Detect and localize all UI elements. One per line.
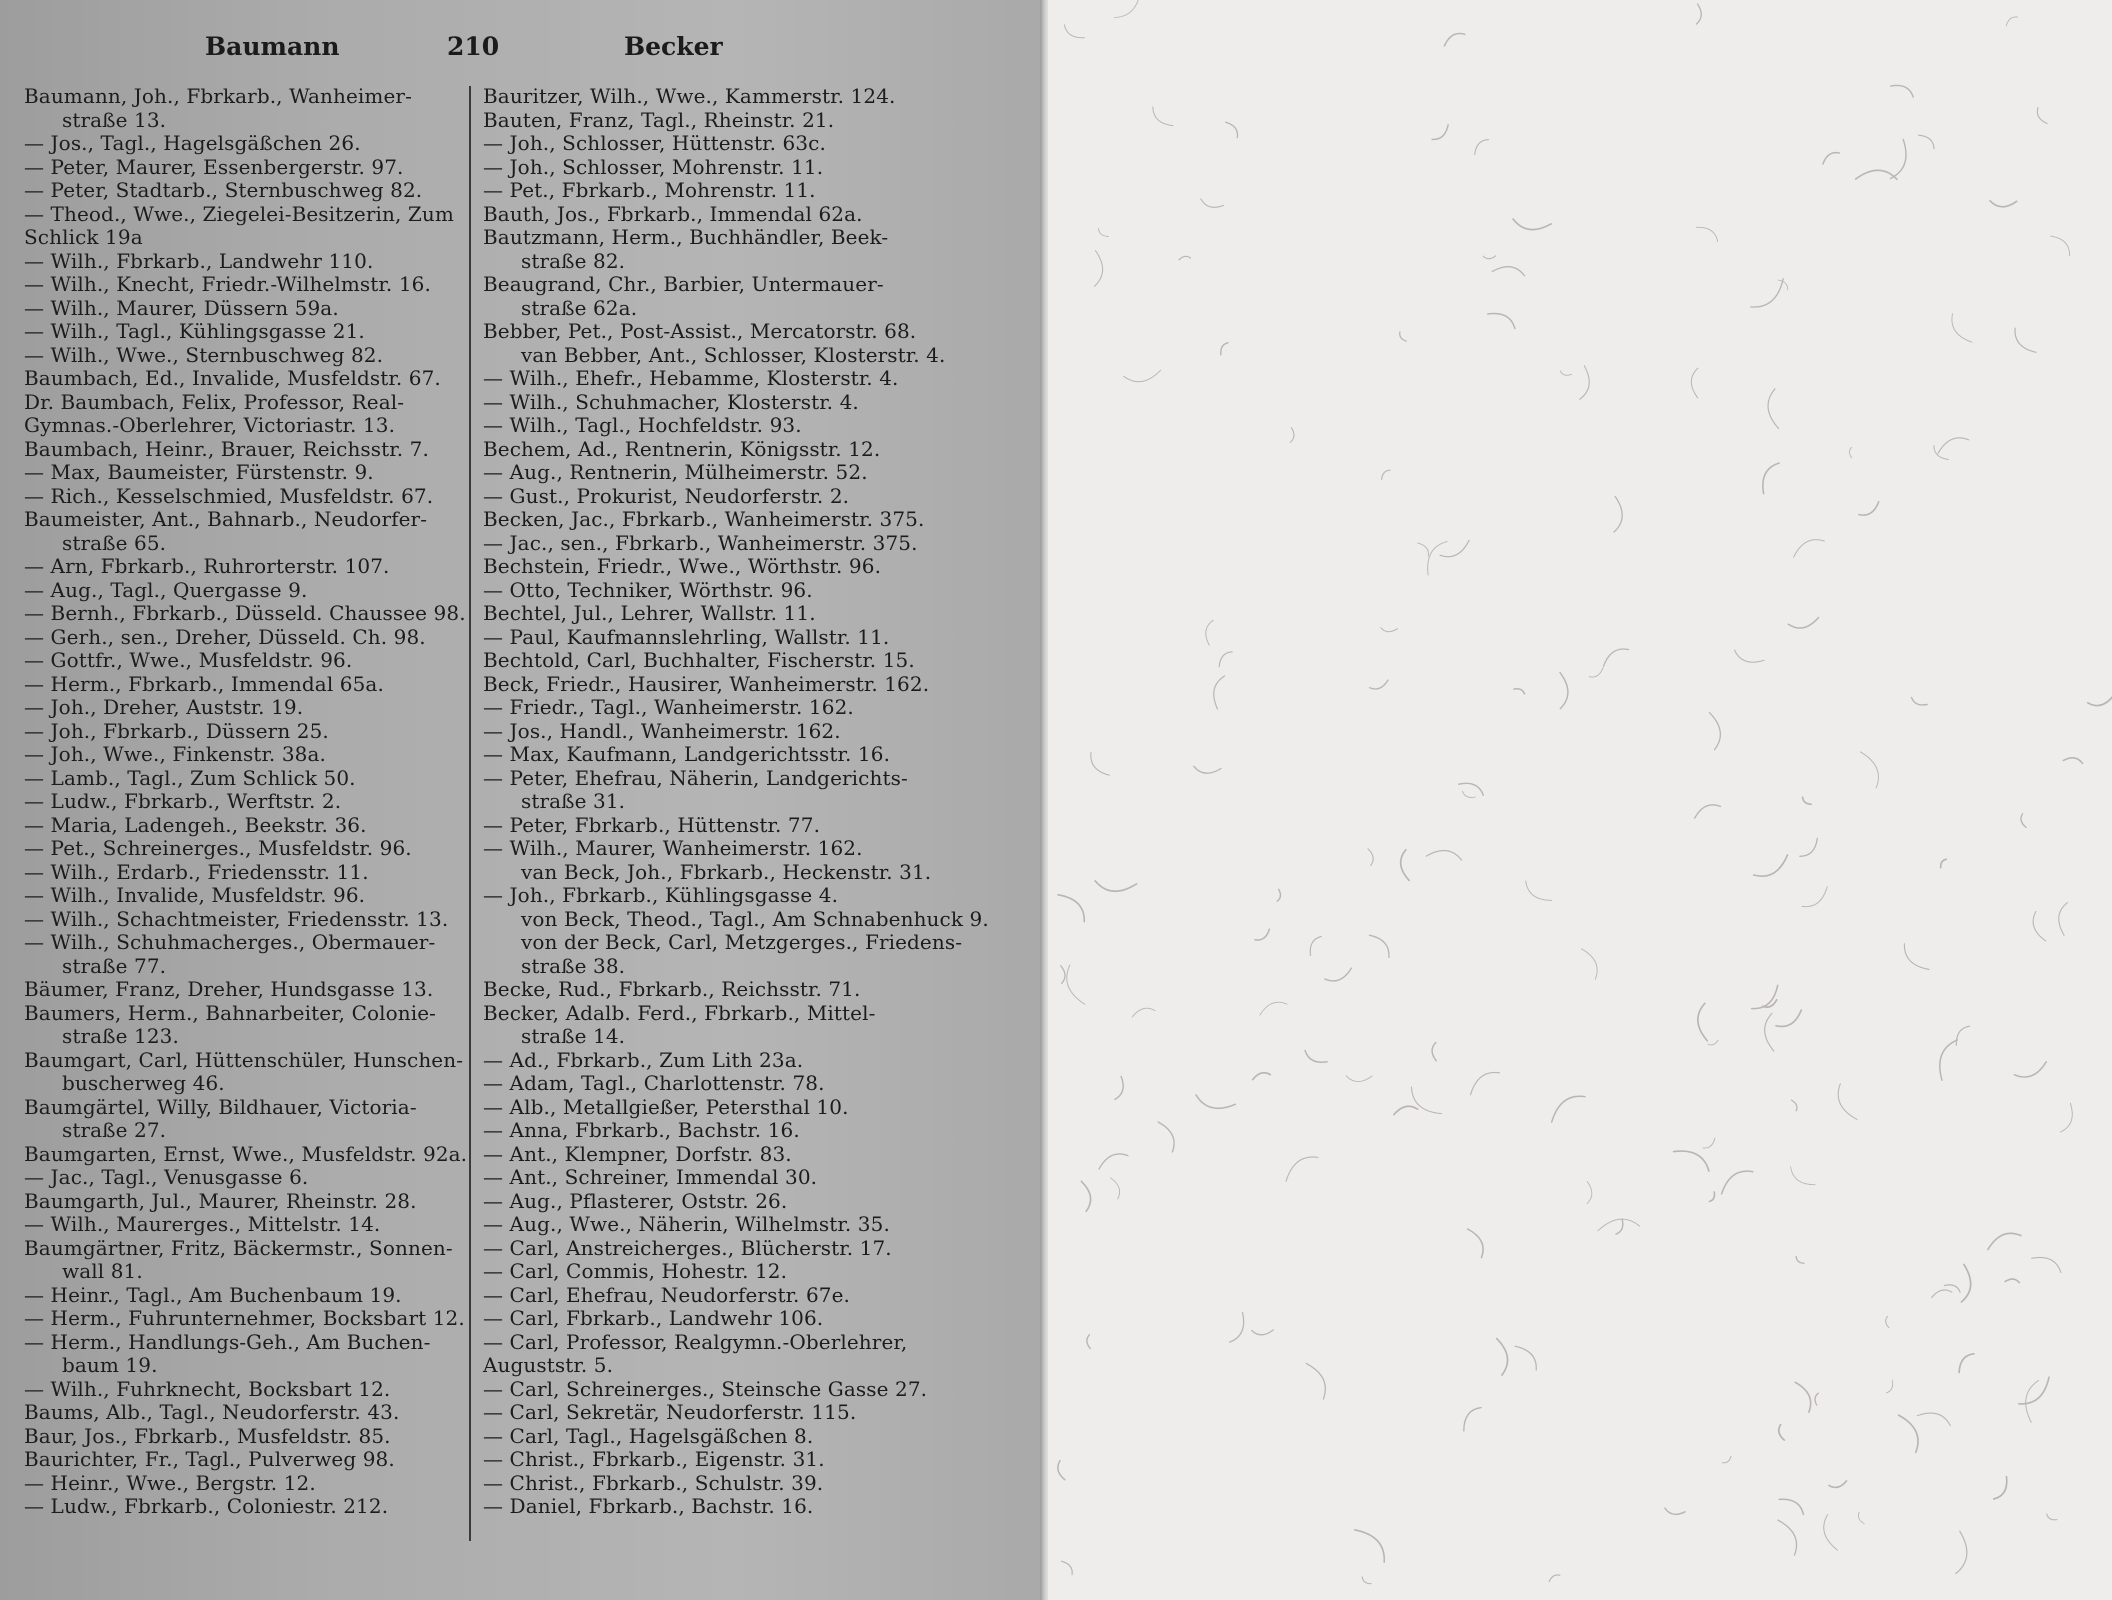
paper-fiber — [1230, 1313, 1244, 1343]
paper-fiber — [1691, 368, 1698, 398]
directory-entry: — Daniel, Fbrkarb., Bachstr. 16. — [483, 1494, 814, 1518]
paper-fiber — [1959, 1354, 1974, 1373]
directory-entry: Auguststr. 5. — [483, 1353, 614, 1377]
directory-entry: — Wilh., Maurer, Wanheimerstr. 162. — [483, 836, 863, 860]
paper-fiber — [1552, 1096, 1585, 1122]
entry-continuation: straße 77. — [62, 953, 167, 978]
entry-continuation: straße 14. — [521, 1024, 626, 1048]
entry-continuation: straße 31. — [521, 789, 626, 813]
directory-entry: Baur, Jos., Fbrkarb., Musfeldstr. 85. — [24, 1423, 391, 1448]
paper-fiber — [1961, 1265, 1970, 1303]
paper-fiber — [1956, 1531, 1967, 1573]
paper-fiber — [1560, 371, 1571, 375]
directory-entry: Bäumer, Franz, Dreher, Hundsgasse 13. — [24, 977, 434, 1001]
paper-fiber — [1904, 944, 1929, 970]
directory-entry: — Herm., Fuhrunternehmer, Bocksbart 12. — [24, 1306, 465, 1330]
directory-entry: — Carl, Professor, Realgymn.-Oberlehrer, — [483, 1329, 908, 1354]
entry-continuation: baum 19. — [62, 1353, 158, 1377]
directory-entry: Bauten, Franz, Tagl., Rheinstr. 21. — [483, 107, 835, 132]
directory-entry: — Wilh., Erdarb., Friedensstr. 11. — [24, 859, 369, 884]
paper-fiber — [1497, 1339, 1508, 1376]
entry-continuation: wall 81. — [62, 1259, 143, 1283]
entry-continuation: straße 38. — [521, 953, 626, 978]
paper-fiber — [1252, 1330, 1273, 1335]
directory-entry: — Aug., Pflasterer, Oststr. 26. — [483, 1188, 788, 1213]
page-number: 210 — [447, 32, 500, 61]
paper-fiber — [1795, 1382, 1810, 1412]
paper-fiber — [1710, 1192, 1715, 1201]
directory-entry: — Joh., Wwe., Finkenstr. 38a. — [24, 742, 326, 766]
paper-fiber — [1796, 1257, 1804, 1264]
paper-fiber — [1768, 389, 1779, 429]
directory-entry: Baumgärtel, Willy, Bildhauer, Victoria- — [24, 1094, 417, 1119]
directory-entry: — Jos., Handl., Wanheimerstr. 162. — [483, 718, 841, 743]
paper-fiber — [1849, 447, 1851, 457]
paper-fiber — [1286, 1157, 1318, 1181]
paper-fiber — [1370, 935, 1390, 957]
directory-entry: Dr. Baumbach, Felix, Professor, Real- — [24, 389, 405, 414]
paper-fiber — [1158, 1122, 1174, 1152]
paper-fiber — [1703, 1138, 1715, 1148]
paper-fiber — [1114, 0, 1140, 18]
paper-fiber — [1815, 1393, 1818, 1405]
directory-entry: — Peter, Stadtarb., Sternbuschweg 82. — [24, 178, 423, 202]
directory-entry: — Wilh., Fbrkarb., Landwehr 110. — [24, 248, 374, 273]
right-column — [483, 84, 989, 1519]
directory-entry: Schlick 19a — [24, 225, 143, 249]
paper-fiber — [2006, 17, 2018, 26]
directory-entry: — Jac., Tagl., Venusgasse 6. — [24, 1165, 309, 1189]
paper-fiber — [1099, 1154, 1128, 1169]
paper-fiber — [1153, 107, 1173, 126]
directory-entry: Baumers, Herm., Bahnarbeiter, Colonie- — [24, 1000, 437, 1025]
paper-fiber — [1589, 668, 1603, 677]
paper-fiber — [1912, 697, 1928, 705]
paper-fiber — [1708, 1040, 1718, 1045]
paper-fiber — [1779, 1425, 1785, 1441]
directory-entry: Bechtold, Carl, Buchhalter, Fischerstr. 15. — [483, 648, 915, 672]
entry-continuation: straße 13. — [62, 107, 167, 132]
entry-continuation: von Beck, Theod., Tagl., Am Schnabenhuck 9. — [521, 906, 989, 931]
directory-entry: — Gottfr., Wwe., Musfeldstr. 96. — [24, 648, 353, 672]
paper-fiber — [1401, 850, 1409, 881]
paper-fiber — [1412, 1087, 1442, 1114]
directory-entry: Bechstein, Friedr., Wwe., Wörthstr. 96. — [483, 554, 882, 578]
paper-fiber — [1696, 227, 1717, 241]
paper-fiber — [1614, 497, 1622, 533]
paper-fiber — [1674, 1151, 1709, 1171]
directory-entry: Baumann, Joh., Fbrkarb., Wanheimer- — [24, 84, 412, 108]
paper-fiber — [1580, 366, 1590, 400]
directory-entry: — Peter, Maurer, Essenbergerstr. 97. — [24, 154, 404, 179]
paper-fiber — [1788, 618, 1818, 629]
directory-entry: — Wilh., Maurerges., Mittelstr. 14. — [24, 1212, 381, 1236]
paper-fiber — [2033, 912, 2046, 942]
paper-fiber — [1515, 1346, 1536, 1370]
paper-fiber — [2037, 108, 2047, 124]
directory-entry: — Pet., Schreinerges., Musfeldstr. 96. — [24, 836, 412, 860]
paper-fiber — [1214, 676, 1225, 709]
paper-fiber — [1513, 219, 1551, 230]
paper-fiber — [1581, 949, 1597, 980]
paper-fiber — [1201, 199, 1224, 208]
left-column — [24, 84, 468, 1519]
directory-entry: — Christ., Fbrkarb., Eigenstr. 31. — [483, 1447, 825, 1471]
paper-fiber — [1735, 650, 1765, 662]
directory-entry: — Christ., Fbrkarb., Schulstr. 39. — [483, 1470, 824, 1495]
paper-fiber — [2019, 1377, 2049, 1404]
directory-entry: — Wilh., Wwe., Sternbuschweg 82. — [24, 342, 384, 367]
paper-fiber — [1941, 859, 1947, 867]
paper-fiber — [2021, 814, 2026, 828]
paper-fiber — [1061, 966, 1065, 984]
directory-entry: Baums, Alb., Tagl., Neudorferstr. 43. — [24, 1400, 400, 1424]
paper-fiber — [1067, 965, 1085, 1004]
directory-entry: — Friedr., Tagl., Wanheimerstr. 162. — [483, 695, 854, 719]
directory-entry: Beck, Friedr., Hausirer, Wanheimerstr. 162. — [483, 671, 930, 696]
directory-entry: — Carl, Schreinerges., Steinsche Gasse 27. — [483, 1376, 928, 1401]
paper-fiber — [1514, 689, 1525, 694]
paper-fiber — [2051, 236, 2070, 256]
paper-fiber — [1226, 122, 1238, 137]
directory-entry: — Carl, Tagl., Hagelsgäßchen 8. — [483, 1423, 814, 1448]
directory-entry: Bautzmann, Herm., Buchhändler, Beek- — [483, 225, 889, 249]
paper-fiber — [1062, 1561, 1073, 1574]
directory-entry: — Alb., Metallgießer, Petersthal 10. — [483, 1094, 849, 1119]
directory-entry: — Theod., Wwe., Ziegelei-Besitzerin, Zum — [24, 201, 454, 226]
paper-fiber — [1919, 135, 1934, 148]
entry-continuation: straße 82. — [521, 248, 626, 273]
paper-fiber — [1665, 1508, 1685, 1514]
paper-fiber — [1253, 1073, 1271, 1080]
paper-fiber — [1081, 1181, 1090, 1211]
directory-entry: Baumgarten, Ernst, Wwe., Musfeldstr. 92a. — [24, 1141, 468, 1166]
directory-entry: Becke, Rud., Fbrkarb., Reichsstr. 71. — [483, 977, 861, 1001]
paper-fiber — [1722, 1171, 1753, 1194]
directory-entry: — Ludw., Fbrkarb., Werftstr. 2. — [24, 789, 342, 813]
directory-entry: — Joh., Schlosser, Hüttenstr. 63c. — [483, 131, 826, 155]
directory-entry: — Joh., Fbrkarb., Kühlingsgasse 4. — [483, 883, 839, 907]
paper-fiber — [1099, 229, 1109, 237]
directory-entry: Baumgart, Carl, Hüttenschüler, Hunschen- — [24, 1047, 464, 1072]
directory-entry: — Bernh., Fbrkarb., Düsseld. Chaussee 98. — [24, 601, 466, 625]
paper-fiber — [1751, 279, 1783, 307]
paper-fiber — [1179, 256, 1191, 259]
directory-entry: — Jac., sen., Fbrkarb., Wanheimerstr. 375. — [483, 530, 918, 555]
directory-entry: — Pet., Fbrkarb., Mohrenstr. 11. — [483, 178, 816, 202]
paper-fiber — [1823, 153, 1839, 164]
directory-entry: Bauritzer, Wilh., Wwe., Kammerstr. 124. — [483, 84, 896, 108]
directory-entry: Bebber, Pet., Post-Assist., Mercatorstr. 68. — [483, 319, 917, 343]
paper-fiber — [1859, 502, 1879, 515]
paper-fibers — [1048, 0, 2112, 1600]
paper-fiber — [1468, 1229, 1484, 1258]
paper-fiber — [1776, 1010, 1801, 1026]
paper-fiber — [1115, 1076, 1123, 1099]
directory-entry: Baumgärtner, Fritz, Bäckermstr., Sonnen- — [24, 1235, 453, 1260]
paper-fiber — [1890, 139, 1906, 178]
paper-fiber — [2015, 328, 2036, 352]
paper-fiber — [1132, 1008, 1155, 1017]
paper-fiber — [1899, 1415, 1918, 1452]
directory-entry: — Max, Baumeister, Fürstenstr. 9. — [24, 460, 374, 484]
header-left-word: Baumann — [205, 32, 340, 61]
directory-entry: — Rich., Kesselschmied, Musfeldstr. 67. — [24, 483, 434, 508]
paper-fiber — [1940, 1040, 1957, 1080]
directory-entry: — Wilh., Schuhmacher, Klosterstr. 4. — [483, 389, 859, 414]
paper-fiber — [1462, 791, 1475, 797]
paper-fiber — [1698, 1003, 1707, 1041]
entry-continuation: straße 27. — [62, 1118, 167, 1142]
paper-fiber — [1952, 314, 1972, 343]
paper-fiber — [2005, 1279, 2019, 1283]
directory-entry: — Joh., Fbrkarb., Düssern 25. — [24, 718, 329, 743]
directory-entry: — Wilh., Fuhrknecht, Bocksbart 12. — [24, 1376, 391, 1401]
paper-fiber — [1382, 470, 1391, 479]
left-page — [0, 0, 1048, 1600]
paper-fiber — [1994, 1477, 2007, 1499]
directory-entry: — Wilh., Maurer, Düssern 59a. — [24, 295, 339, 320]
directory-entry: Bechtel, Jul., Lehrer, Wallstr. 11. — [483, 601, 816, 625]
paper-fiber — [1886, 1316, 1889, 1327]
column-divider — [469, 86, 471, 1541]
directory-entry: Becker, Adalb. Ferd., Fbrkarb., Mittel- — [483, 1000, 876, 1025]
directory-entry: — Heinr., Wwe., Bergstr. 12. — [24, 1470, 316, 1495]
paper-fiber — [1824, 1515, 1838, 1551]
paper-fiber — [1860, 752, 1878, 788]
paper-fiber — [1791, 1100, 1797, 1111]
paper-fiber — [1058, 1461, 1065, 1480]
directory-entry: — Otto, Techniker, Wörthstr. 96. — [483, 577, 813, 602]
paper-fiber — [1432, 1043, 1436, 1061]
paper-fiber — [1887, 1380, 1893, 1393]
directory-entry: Baumbach, Ed., Invalide, Musfeldstr. 67. — [24, 366, 441, 390]
paper-fiber — [1325, 968, 1352, 981]
paper-fiber — [1464, 1408, 1481, 1431]
directory-entry: — Herm., Handlungs-Geh., Am Buchen- — [24, 1329, 431, 1354]
paper-fiber — [1754, 855, 1788, 876]
paper-fiber — [1194, 766, 1221, 773]
paper-fiber — [1526, 881, 1552, 900]
paper-fiber — [1587, 1181, 1592, 1203]
paper-fiber — [1488, 314, 1515, 329]
directory-entry: — Carl, Sekretär, Neudorferstr. 115. — [483, 1400, 857, 1424]
directory-entry: — Anna, Fbrkarb., Bachstr. 16. — [483, 1118, 800, 1142]
directory-entry: — Maria, Ladengeh., Beekstr. 36. — [24, 812, 367, 837]
paper-fiber — [2088, 696, 2112, 706]
directory-entry: — Gust., Prokurist, Neudorferstr. 2. — [483, 483, 850, 508]
entry-continuation: von der Beck, Carl, Metzgerges., Friedens- — [521, 930, 963, 954]
directory-entry: — Gerh., sen., Dreher, Düsseld. Ch. 98. — [24, 624, 426, 649]
directory-entry: — Wilh., Schuhmacherges., Obermauer- — [24, 930, 436, 954]
paper-fiber — [1064, 25, 1084, 38]
directory-entry: — Herm., Fbrkarb., Immendal 65a. — [24, 671, 384, 696]
paper-fiber — [1095, 251, 1103, 287]
paper-fiber — [1483, 256, 1496, 259]
entry-continuation: straße 65. — [62, 530, 167, 555]
paper-fiber — [1091, 753, 1109, 776]
directory-entry: — Ludw., Fbrkarb., Coloniestr. 212. — [24, 1494, 389, 1518]
paper-fiber — [1709, 713, 1720, 750]
paper-fiber — [1305, 1051, 1327, 1063]
paper-fiber — [1418, 543, 1429, 556]
paper-fiber — [1858, 1512, 1864, 1523]
paper-fiber — [2014, 1062, 2046, 1077]
paper-fiber — [1362, 1577, 1371, 1584]
paper-fiber — [1891, 85, 1914, 97]
paper-fiber — [2061, 1103, 2073, 1132]
directory-entry: Bechem, Ad., Rentnerin, Königsstr. 12. — [483, 436, 881, 461]
paper-fiber — [1802, 887, 1827, 907]
paper-fiber — [1306, 1363, 1325, 1399]
directory-entry: — Carl, Anstreicherges., Blücherstr. 17. — [483, 1235, 892, 1260]
right-blank-page — [1048, 0, 2112, 1600]
paper-fiber — [1255, 929, 1269, 940]
paper-fiber — [1492, 267, 1524, 276]
paper-fiber — [1355, 1530, 1385, 1562]
paper-fiber — [1791, 1167, 1816, 1185]
paper-fiber — [1829, 1481, 1847, 1488]
paper-fiber — [1095, 881, 1136, 891]
paper-fiber — [1206, 620, 1213, 645]
paper-fiber — [1111, 1178, 1120, 1199]
paper-fiber — [1346, 1076, 1372, 1082]
paper-fiber — [2059, 903, 2068, 936]
paper-fiber — [1444, 34, 1464, 46]
paper-fiber — [1087, 1335, 1090, 1349]
paper-fiber — [2063, 758, 2082, 764]
directory-entry: — Carl, Fbrkarb., Landwehr 106. — [483, 1306, 824, 1330]
paper-fiber — [1604, 649, 1629, 666]
directory-entry: — Wilh., Knecht, Friedr.-Wilhelmstr. 16. — [24, 272, 431, 296]
paper-fiber — [1260, 1002, 1287, 1015]
directory-entry: Bauth, Jos., Fbrkarb., Immendal 62a. — [483, 201, 863, 226]
paper-fiber — [1779, 1499, 1803, 1514]
directory-entry: — Aug., Tagl., Quergasse 9. — [24, 577, 308, 602]
paper-fiber — [1560, 672, 1568, 708]
paper-fiber — [1394, 1106, 1418, 1114]
directory-entry: — Jos., Tagl., Hagelsgäßchen 26. — [24, 131, 361, 155]
directory-entry: — Wilh., Ehefr., Hebamme, Klosterstr. 4. — [483, 366, 899, 390]
paper-fiber — [1124, 370, 1161, 381]
directory-entry: Baurichter, Fr., Tagl., Pulverweg 98. — [24, 1447, 395, 1471]
directory-entry: — Arn, Fbrkarb., Ruhrorterstr. 107. — [24, 554, 390, 578]
paper-fiber — [1428, 542, 1447, 575]
directory-entry: — Lamb., Tagl., Zum Schlick 50. — [24, 765, 356, 790]
paper-fiber — [1471, 1072, 1500, 1094]
directory-entry: Gymnas.-Oberlehrer, Victoriastr. 13. — [24, 413, 396, 437]
paper-fiber — [1196, 1095, 1235, 1108]
paper-fiber — [1290, 428, 1294, 443]
paper-fiber — [1400, 332, 1406, 341]
paper-fiber — [1475, 140, 1489, 155]
directory-entry: — Max, Kaufmann, Landgerichtsstr. 16. — [483, 742, 891, 766]
directory-entry: — Ant., Schreiner, Immendal 30. — [483, 1165, 818, 1189]
paper-fiber — [1763, 463, 1779, 494]
directory-entry: — Wilh., Schachtmeister, Friedensstr. 13. — [24, 906, 449, 931]
paper-fiber — [1956, 1026, 1969, 1045]
entry-continuation: straße 62a. — [521, 295, 638, 320]
paper-fiber — [1696, 4, 1701, 24]
directory-entry: — Peter, Ehefrau, Näherin, Landgerichts- — [483, 765, 908, 790]
directory-entry: — Ad., Fbrkarb., Zum Lith 23a. — [483, 1047, 804, 1072]
paper-fiber — [1794, 540, 1825, 558]
paper-fiber — [1803, 797, 1812, 804]
entry-continuation: van Bebber, Ant., Schlosser, Klosterstr. 4. — [521, 342, 946, 367]
directory-entry: — Adam, Tagl., Charlottenstr. 78. — [483, 1071, 825, 1095]
directory-entry: — Wilh., Invalide, Musfeldstr. 96. — [24, 883, 366, 907]
paper-fiber — [1616, 1219, 1623, 1234]
paper-fiber — [1765, 1013, 1774, 1051]
directory-entry: — Paul, Kaufmannslehrling, Wallstr. 11. — [483, 624, 890, 649]
paper-fiber — [1990, 201, 2017, 207]
directory-entry: — Joh., Dreher, Auststr. 19. — [24, 695, 304, 719]
directory-entry: Baumbach, Heinr., Brauer, Reichsstr. 7. — [24, 436, 429, 461]
paper-fiber — [1432, 125, 1448, 140]
paper-fiber — [1370, 680, 1389, 689]
directory-entry: Becken, Jac., Fbrkarb., Wanheimerstr. 375. — [483, 507, 925, 531]
paper-fiber — [1058, 895, 1084, 922]
paper-fiber — [1932, 1290, 1952, 1298]
paper-fiber — [1695, 805, 1721, 818]
entry-continuation: van Beck, Joh., Fbrkarb., Heckenstr. 31. — [521, 859, 932, 884]
paper-fiber — [1722, 1456, 1731, 1462]
directory-entry: — Aug., Wwe., Näherin, Wilhelmstr. 35. — [483, 1212, 890, 1236]
entry-continuation: straße 123. — [62, 1024, 179, 1048]
header-right-word: Becker — [624, 32, 723, 61]
paper-fiber — [1778, 1520, 1797, 1555]
paper-fiber — [1598, 1219, 1640, 1231]
directory-entry: — Carl, Commis, Hohestr. 12. — [483, 1259, 788, 1283]
directory-entry: Baumeister, Ant., Bahnarb., Neudorfer- — [24, 507, 428, 531]
directory-entry: — Wilh., Tagl., Hochfeldstr. 93. — [483, 413, 802, 437]
directory-entry: — Aug., Rentnerin, Mülheimerstr. 52. — [483, 460, 868, 484]
directory-entry: — Carl, Ehefrau, Neudorferstr. 67e. — [483, 1282, 850, 1307]
paper-fiber — [1221, 343, 1228, 355]
paper-fiber — [1310, 936, 1321, 955]
paper-fiber — [1549, 1575, 1560, 1582]
entry-continuation: buscherweg 46. — [62, 1071, 225, 1095]
paper-fiber — [1988, 1233, 2021, 1249]
paper-fiber — [1426, 850, 1461, 860]
paper-fiber — [1277, 889, 1280, 901]
directory-entry: Baumgarth, Jul., Maurer, Rheinstr. 28. — [24, 1188, 417, 1213]
directory-entry: — Joh., Schlosser, Mohrenstr. 11. — [483, 154, 824, 179]
directory-entry: — Heinr., Tagl., Am Buchenbaum 19. — [24, 1282, 402, 1307]
paper-fiber — [1219, 652, 1232, 667]
directory-entry: Beaugrand, Chr., Barbier, Untermauer- — [483, 272, 884, 296]
paper-fiber — [2047, 1514, 2058, 1520]
paper-fiber — [1459, 783, 1484, 795]
paper-fiber — [1917, 1413, 1950, 1426]
paper-fiber — [1381, 628, 1398, 632]
paper-fiber — [1938, 438, 1969, 453]
directory-entry: — Wilh., Tagl., Kühlingsgasse 21. — [24, 319, 365, 343]
directory-entry: — Ant., Klempner, Dorfstr. 83. — [483, 1141, 792, 1166]
directory-entry: — Peter, Fbrkarb., Hüttenstr. 77. — [483, 812, 821, 837]
paper-fiber — [1944, 1285, 1960, 1292]
paper-fiber — [1800, 838, 1817, 856]
paper-fiber — [1838, 1084, 1857, 1120]
paper-fiber — [2032, 1257, 2061, 1272]
paper-fiber — [1368, 849, 1373, 866]
